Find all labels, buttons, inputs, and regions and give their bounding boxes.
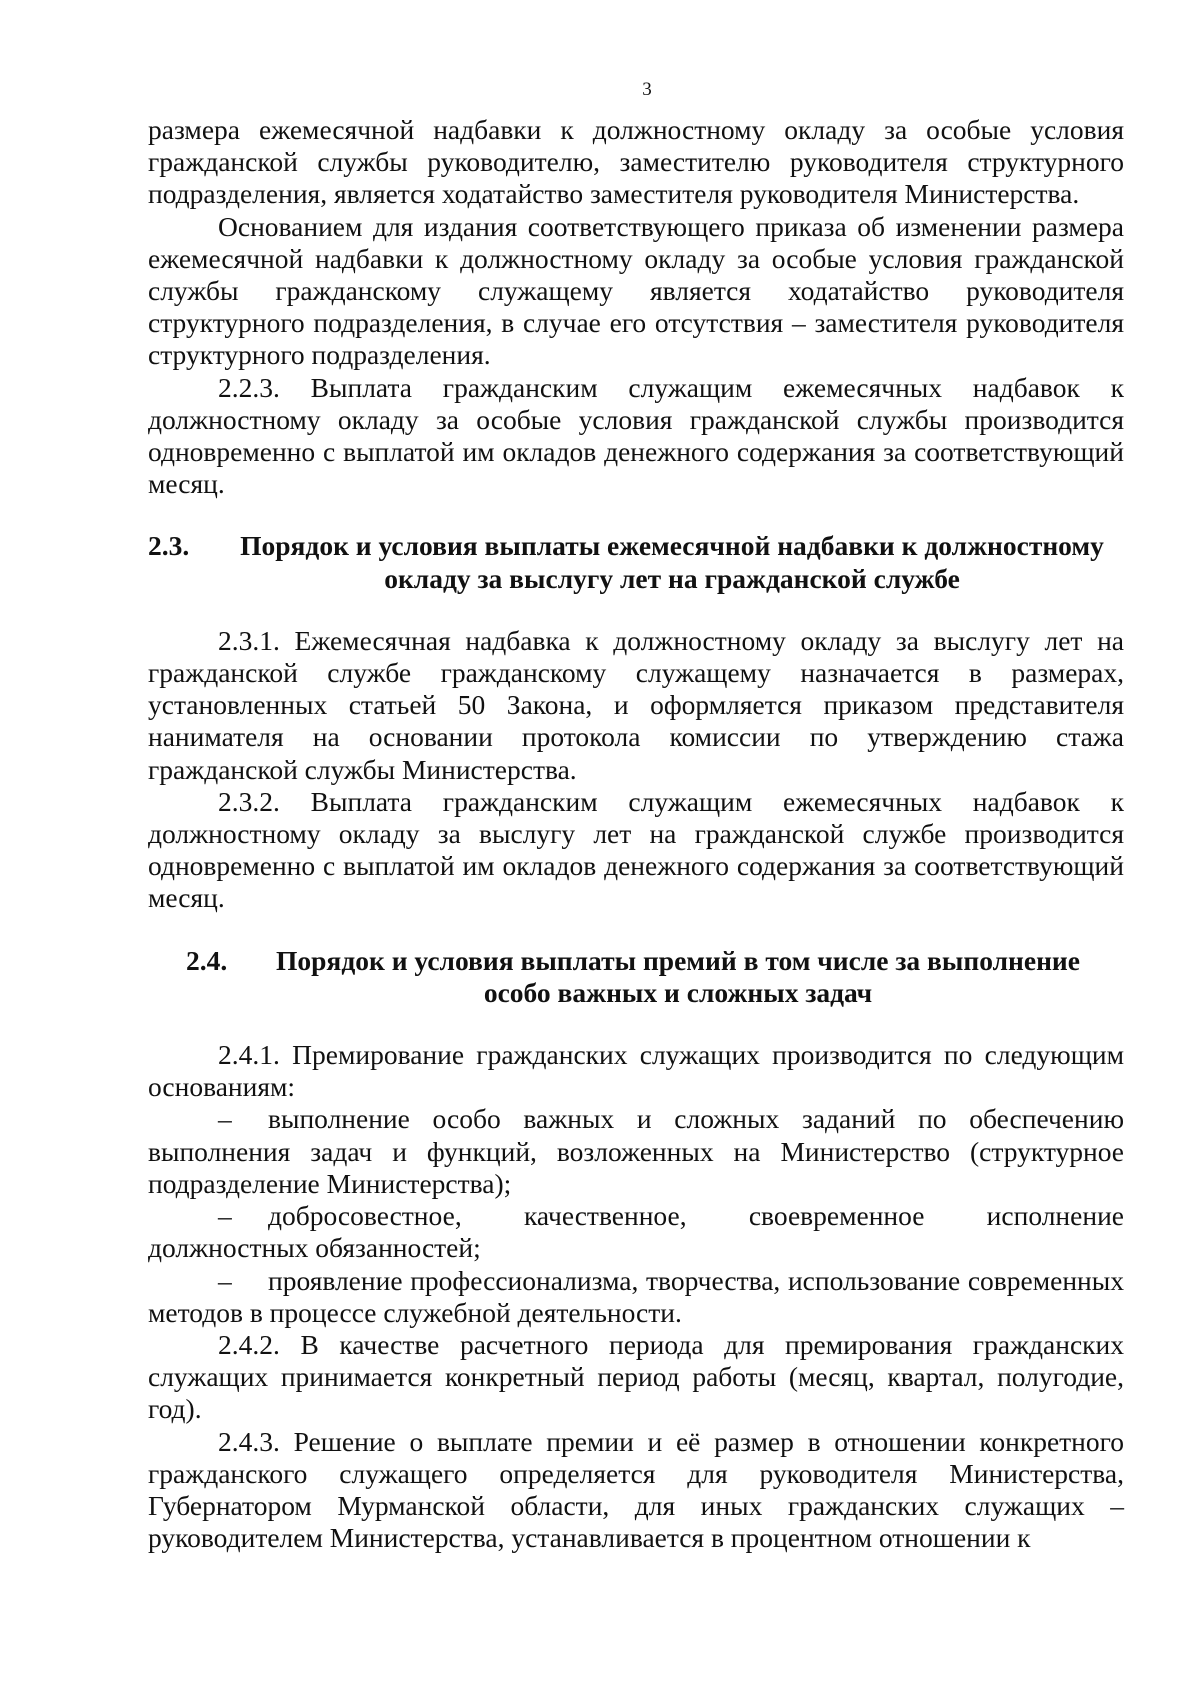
paragraph: 2.4.2. В качестве расчетного периода для премирования гражданских служащих принимается конкретный период работы (месяц, квартал, полугодие, год). bbox=[148, 1328, 1124, 1425]
section-title: Порядок и условия выплаты ежемесячной надбавки к должностному окладу за выслугу лет на гражданской службе bbox=[240, 530, 1104, 594]
section-heading bbox=[148, 530, 1124, 594]
document-body bbox=[148, 114, 1124, 1554]
list-item bbox=[148, 1200, 1124, 1264]
list-item-text: добросовестное, качественное, своевременное исполнение должностных обязанностей; bbox=[148, 1200, 1124, 1264]
list-item bbox=[148, 1265, 1124, 1329]
list-item-text: проявление профессионализма, творчества, использование современных методов в процессе служебной деятельности. bbox=[148, 1264, 1124, 1328]
section-title: Порядок и условия выплаты премий в том числе за выполнение особо важных и сложных задач bbox=[276, 944, 1080, 1008]
page-number: 3 bbox=[642, 79, 652, 100]
paragraph: размера ежемесячной надбавки к должностному окладу за особые условия гражданской службы руководителю, заместителю руководителя структурного подразделения, является ходатайство заместителя руководителя Министерства. bbox=[148, 114, 1124, 210]
paragraph: 2.3.1. Ежемесячная надбавка к должностному окладу за выслугу лет на гражданской службе гражданскому служащему назначается в размерах, установленных статьей 50 Закона, и оформляется приказом представителя нанимателя на основании протокола комиссии по утверждению стажа гражданской службы Министерства. bbox=[148, 624, 1124, 785]
paragraph: 2.4.3. Решение о выплате премии и её размер в отношении конкретного гражданского служащего определяется для руководителя Министерства, Губернатором Мурманской области, для иных гражданских служащих – руководителем Министерства, устанавливается в процентном отношении к bbox=[148, 1425, 1124, 1554]
list-dash: – bbox=[218, 1103, 232, 1135]
paragraph: 2.2.3. Выплата гражданским служащим ежемесячных надбавок к должностному окладу за особые условия гражданской службы производится одновременно с выплатой им окладов денежного содержания за соответствующий месяц. bbox=[148, 371, 1124, 500]
section-heading bbox=[148, 945, 1124, 1009]
paragraph: 2.4.1. Премирование гражданских служащих производится по следующим основаниям: bbox=[148, 1039, 1124, 1103]
list-item-text: выполнение особо важных и сложных заданий по обеспечению выполнения задач и функций, возложенных на Министерство (структурное подразделение Министерства); bbox=[148, 1103, 1124, 1199]
paragraph: Основанием для издания соответствующего приказа об изменении размера ежемесячной надбавки к должностному окладу за особые условия гражданской службы гражданскому служащему является ходатайство руководителя структурного подразделения, в случае его отсутствия – заместителя руководителя структурного подразделения. bbox=[148, 210, 1124, 371]
section-number: 2.3. bbox=[148, 530, 190, 562]
section-number: 2.4. bbox=[186, 944, 228, 976]
list-dash: – bbox=[218, 1200, 232, 1232]
list-dash: – bbox=[218, 1264, 232, 1296]
paragraph: 2.3.2. Выплата гражданским служащим ежемесячных надбавок к должностному окладу за выслугу лет на гражданской службе производится одновременно с выплатой им окладов денежного содержания за соответствующий месяц. bbox=[148, 785, 1124, 914]
list-item bbox=[148, 1103, 1124, 1200]
